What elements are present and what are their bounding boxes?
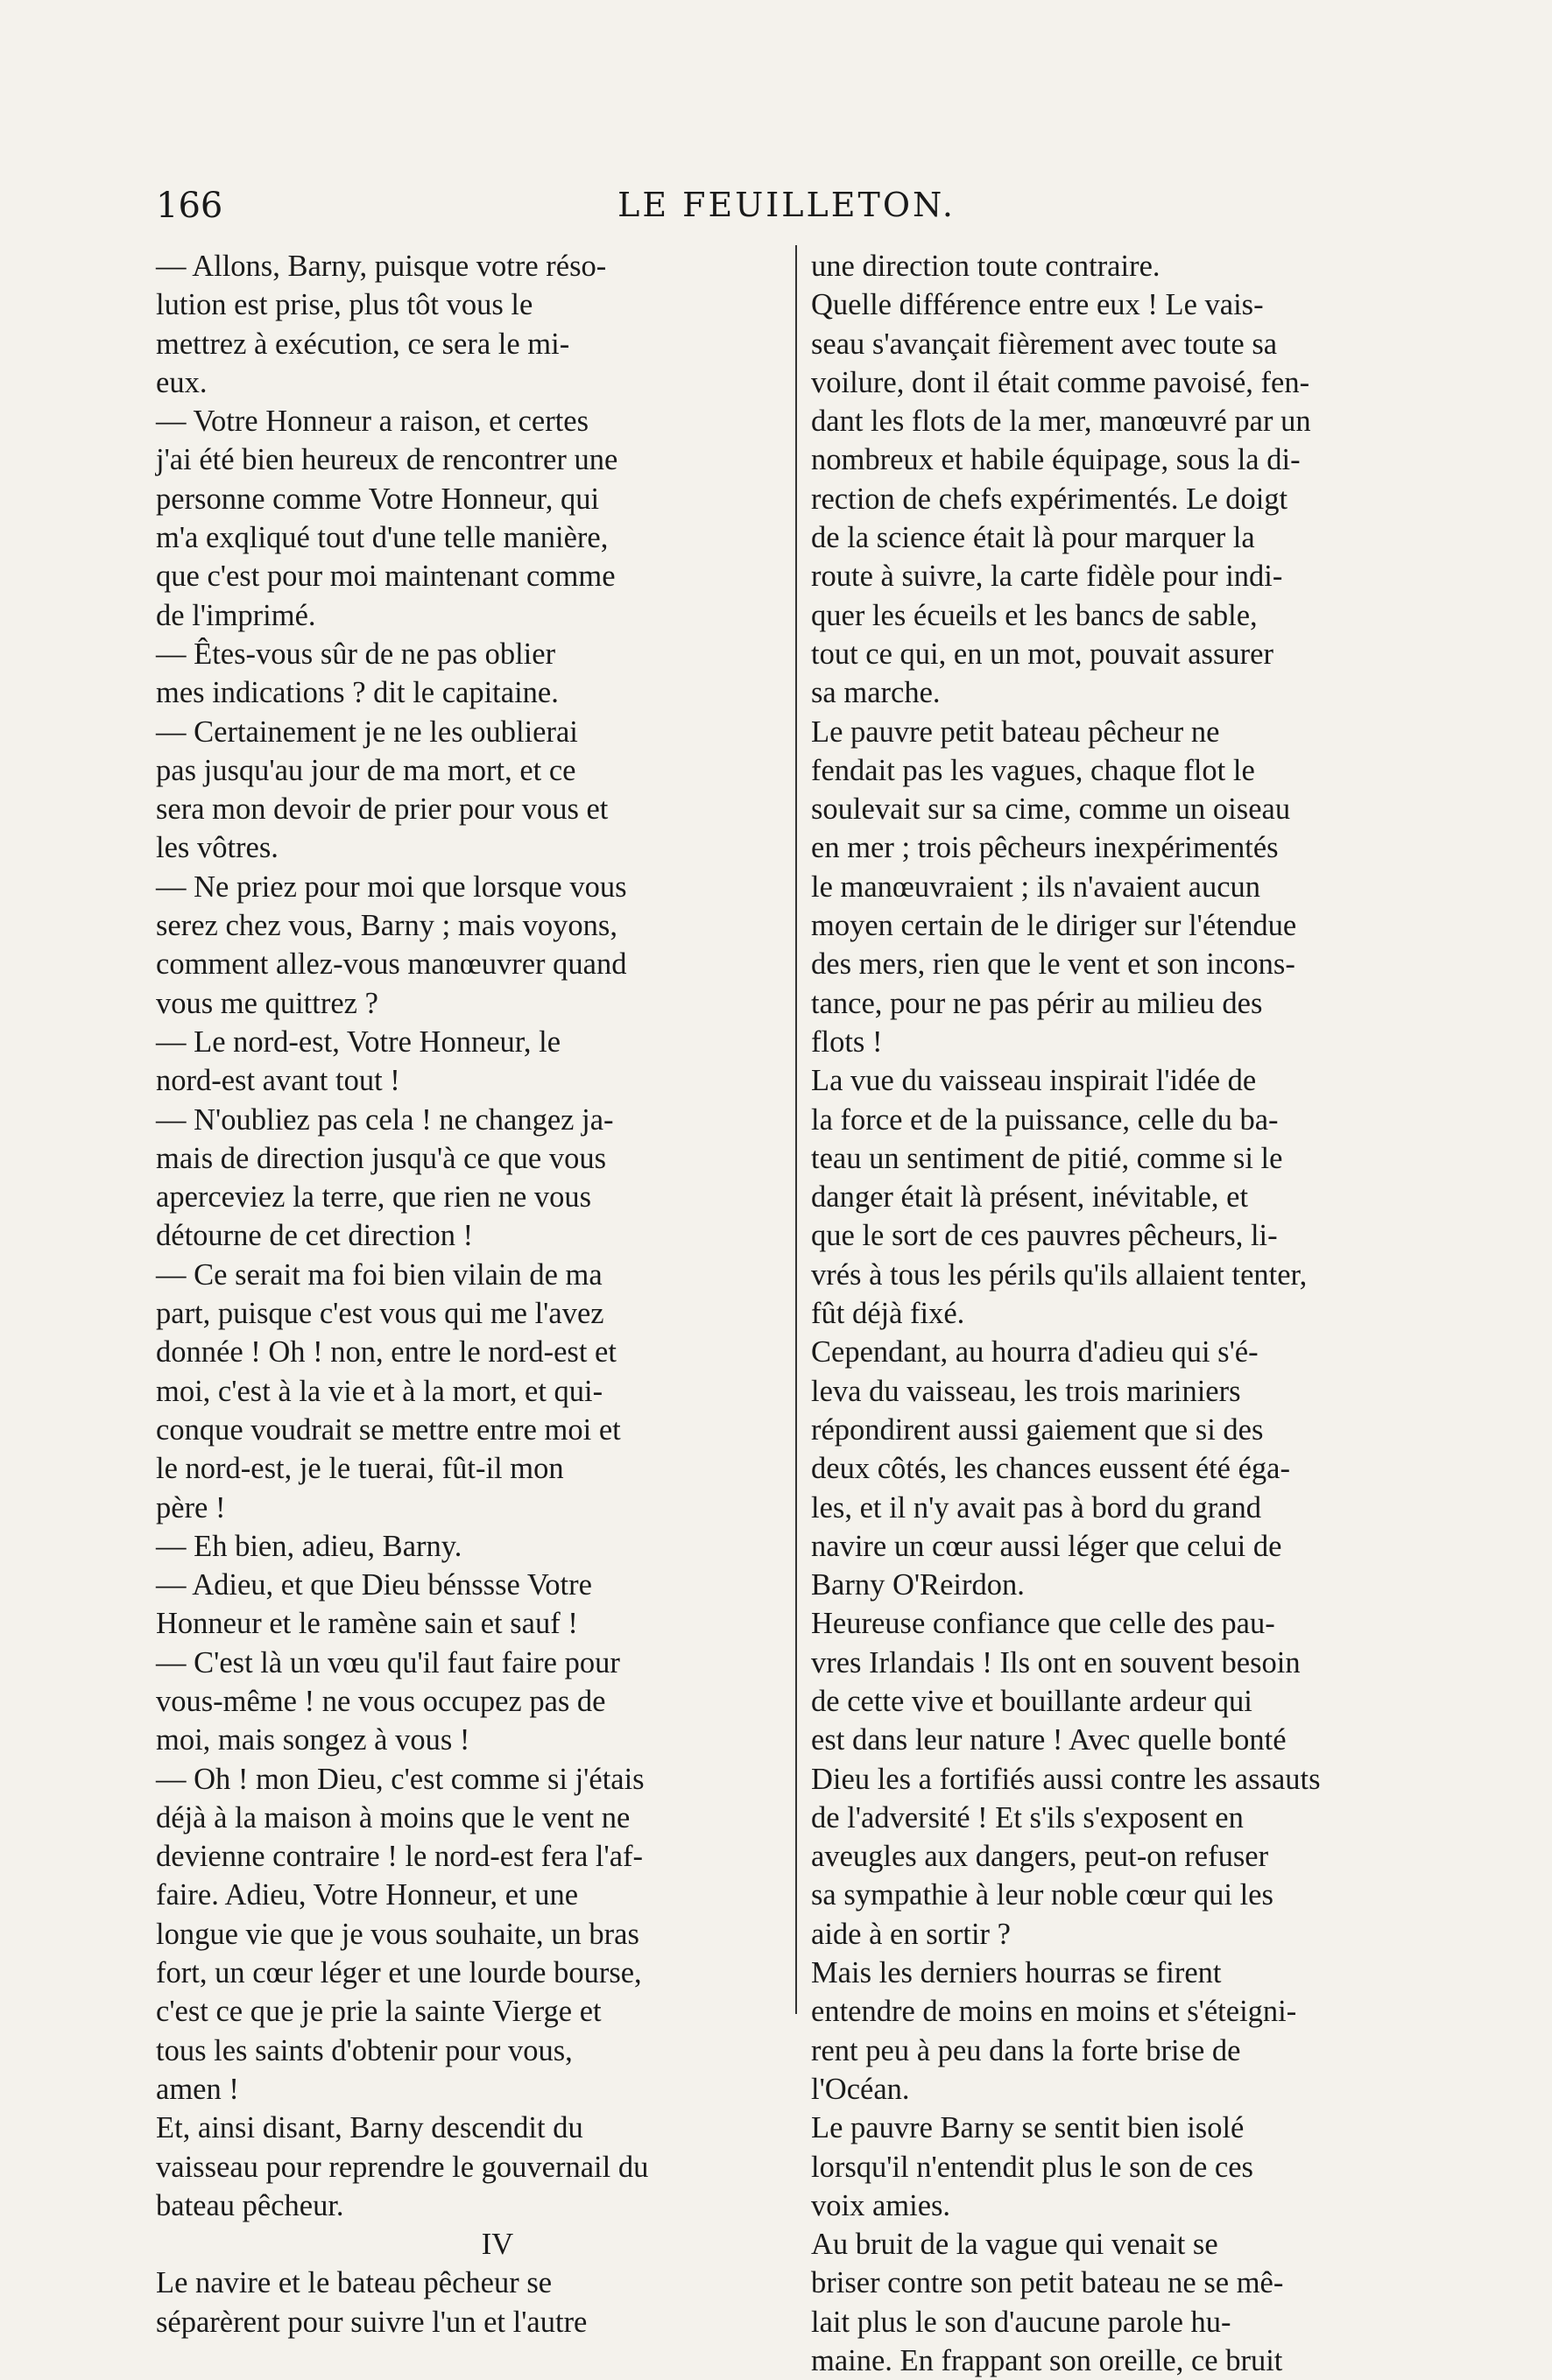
text-line: longue vie que je vous souhaite, un bras [156,1917,639,1951]
section-heading: IV [481,2228,514,2262]
text-line: le manœuvraient ; ils n'avaient aucun [811,870,1261,904]
text-line: maine. En frappant son oreille, ce bruit [811,2344,1283,2378]
page-number: 166 [156,186,223,226]
text-line: de cette vive et bouillante ardeur qui [811,1684,1252,1718]
text-line: — Le nord-est, Votre Honneur, le [156,1025,561,1059]
text-line: Mais les derniers hourras se firent [811,1956,1222,1990]
text-line: soulevait sur sa cime, comme un oiseau [811,792,1291,827]
text-line: navire un cœur aussi léger que celui de [811,1529,1282,1563]
text-line: Dieu les a fortifiés aussi contre les assauts [811,1762,1321,1796]
text-line: nombreux et habile équipage, sous la di- [811,443,1301,477]
text-line: voilure, dont il était comme pavoisé, fen- [811,365,1310,399]
text-line: séparèrent pour suivre l'un et l'autre [156,2305,588,2339]
left-column [156,247,804,2341]
text-line: deux côtés, les chances eussent été éga- [811,1452,1290,1486]
text-line: lorsqu'il n'entendit plus le son de ces [811,2150,1253,2184]
page-header [156,186,1417,229]
text-line: père ! [156,1490,226,1524]
text-line: sa sympathie à leur noble cœur qui les [811,1878,1273,1912]
text-line: m'a exqliqué tout d'une telle manière, [156,521,609,555]
text-line: vres Irlandais ! Ils ont en souvent besoin [811,1645,1301,1679]
text-line: c'est ce que je prie la sainte Vierge et [156,1995,602,2029]
text-line: Cependant, au hourra d'adieu qui s'é- [811,1335,1259,1370]
text-line: lution est prise, plus tôt vous le [156,288,533,322]
text-line: tance, pour ne pas périr au milieu des [811,986,1263,1020]
text-line: les, et il n'y avait pas à bord du grand [811,1490,1261,1524]
text-line: — Oh ! mon Dieu, c'est comme si j'étais [156,1762,645,1796]
text-line: vaisseau pour reprendre le gouvernail du [156,2150,649,2184]
text-line: moi, c'est à la vie et à la mort, et qui- [156,1374,603,1408]
text-line: nord-est avant tout ! [156,1064,400,1098]
text-line: Le pauvre Barny se sentit bien isolé [811,2111,1245,2145]
text-line: Quelle différence entre eux ! Le vais- [811,288,1264,322]
text-line: dant les flots de la mer, manœuvré par un [811,405,1311,439]
text-line: mes indications ? dit le capitaine. [156,676,559,710]
text-line: route à suivre, la carte fidèle pour indi- [811,560,1283,594]
running-title: LE FEUILLETON. [617,186,956,224]
text-line: serez chez vous, Barny ; mais voyons, [156,909,617,943]
text-line: tout ce qui, en un mot, pouvait assurer [811,637,1273,671]
text-line: comment allez-vous manœuvrer quand [156,947,627,982]
text-line: — Êtes-vous sûr de ne pas oblier [156,637,556,671]
text-line: moyen certain de le diriger sur l'étendue [811,909,1297,943]
text-line: Au bruit de la vague qui venait se [811,2228,1218,2262]
text-line: devienne contraire ! le nord-est fera l'af- [156,1840,643,1874]
text-line: La vue du vaisseau inspirait l'idée de [811,1064,1257,1098]
text-line: voix amies. [811,2188,951,2222]
text-line: — Adieu, et que Dieu bénssse Votre [156,1568,592,1602]
text-line: part, puisque c'est vous qui me l'avez [156,1297,604,1331]
text-line: aperceviez la terre, que rien ne vous [156,1180,592,1215]
text-line: personne comme Votre Honneur, qui [156,482,600,516]
text-line: déjà à la maison à moins que le vent ne [156,1800,631,1834]
text-line: vous me quittrez ? [156,986,378,1020]
text-line: — Votre Honneur a raison, et certes [156,405,589,439]
text-line: Le pauvre petit bateau pêcheur ne [811,715,1220,749]
text-line: vous-même ! ne vous occupez pas de [156,1684,606,1718]
text-line: Barny O'Reirdon. [811,1568,1025,1602]
text-line: mais de direction jusqu'à ce que vous [156,1141,606,1175]
text-line: — Ce serait ma foi bien vilain de ma [156,1257,603,1292]
text-line: donnée ! Oh ! non, entre le nord-est et [156,1335,617,1370]
text-line: sera mon devoir de prier pour vous et [156,792,609,827]
text-line: Et, ainsi disant, Barny descendit du [156,2111,583,2145]
text-line: de l'imprimé. [156,598,316,632]
text-line: briser contre son petit bateau ne se mê- [811,2266,1284,2300]
text-line: rent peu à peu dans la forte brise de [811,2033,1241,2067]
right-column [811,247,1424,2380]
text-line: que le sort de ces pauvres pêcheurs, li- [811,1219,1278,1253]
text-line: flots ! [811,1025,883,1059]
text-line: lait plus le son d'aucune parole hu- [811,2305,1231,2339]
text-line: de l'adversité ! Et s'ils s'exposent en [811,1800,1244,1834]
text-line: danger était là présent, inévitable, et [811,1180,1249,1215]
text-line: répondirent aussi gaiement que si des [811,1412,1264,1447]
text-line: l'Océan. [811,2072,910,2106]
text-line: fendait pas les vagues, chaque flot le [811,753,1255,787]
text-line: pas jusqu'au jour de ma mort, et ce [156,753,576,787]
text-line: moi, mais songez à vous ! [156,1723,470,1757]
text-line: sa marche. [811,676,941,710]
text-line: une direction toute contraire. [811,250,1160,283]
text-line: j'ai été bien heureux de rencontrer une [156,443,618,477]
text-line: est dans leur nature ! Avec quelle bonté [811,1723,1287,1757]
text-line: aveugles aux dangers, peut-on refuser [811,1840,1269,1874]
text-line: fort, un cœur léger et une lourde bourse, [156,1956,642,1990]
text-line: mettrez à exécution, ce sera le mi- [156,327,570,361]
text-line: tous les saints d'obtenir pour vous, [156,2033,573,2067]
text-line: les vôtres. [156,831,279,865]
text-line: fût déjà fixé. [811,1297,965,1331]
text-line: — N'oubliez pas cela ! ne changez ja- [156,1102,614,1137]
text-line: seau s'avançait fièrement avec toute sa [811,327,1278,361]
text-line: bateau pêcheur. [156,2188,344,2222]
text-line: aide à en sortir ? [811,1917,1011,1951]
text-line: amen ! [156,2072,239,2106]
text-line: en mer ; trois pêcheurs inexpérimentés [811,831,1279,865]
text-line: — Ne priez pour moi que lorsque vous [156,870,627,904]
text-line: rection de chefs expérimentés. Le doigt [811,482,1288,516]
text-line: Heureuse confiance que celle des pau- [811,1607,1275,1641]
text-line: le nord-est, je le tuerai, fût-il mon [156,1452,564,1486]
text-line: des mers, rien que le vent et son incons- [811,947,1295,982]
text-line: — Eh bien, adieu, Barny. [156,1529,462,1563]
text-line: Honneur et le ramène sain et sauf ! [156,1607,578,1641]
text-line: que c'est pour moi maintenant comme [156,560,616,594]
text-line: teau un sentiment de pitié, comme si le [811,1141,1283,1175]
text-line: conque voudrait se mettre entre moi et [156,1412,621,1447]
text-line: la force et de la puissance, celle du ba- [811,1102,1279,1137]
text-line: — Certainement je ne les oublierai [156,715,578,749]
text-line: vrés à tous les périls qu'ils allaient tenter, [811,1257,1308,1292]
column-divider [795,245,797,2014]
text-line: Le navire et le bateau pêcheur se [156,2266,553,2300]
text-line: faire. Adieu, Votre Honneur, et une [156,1878,579,1912]
text-line: détourne de cet direction ! [156,1219,474,1253]
text-line: leva du vaisseau, les trois mariniers [811,1374,1241,1408]
text-line: eux. [156,365,208,399]
text-line: — C'est là un vœu qu'il faut faire pour [156,1645,620,1679]
text-line: de la science était là pour marquer la [811,521,1255,555]
text-line: quer les écueils et les bancs de sable, [811,598,1258,632]
text-line: — Allons, Barny, puisque votre réso- [156,250,607,283]
text-line: entendre de moins en moins et s'éteigni- [811,1995,1297,2029]
